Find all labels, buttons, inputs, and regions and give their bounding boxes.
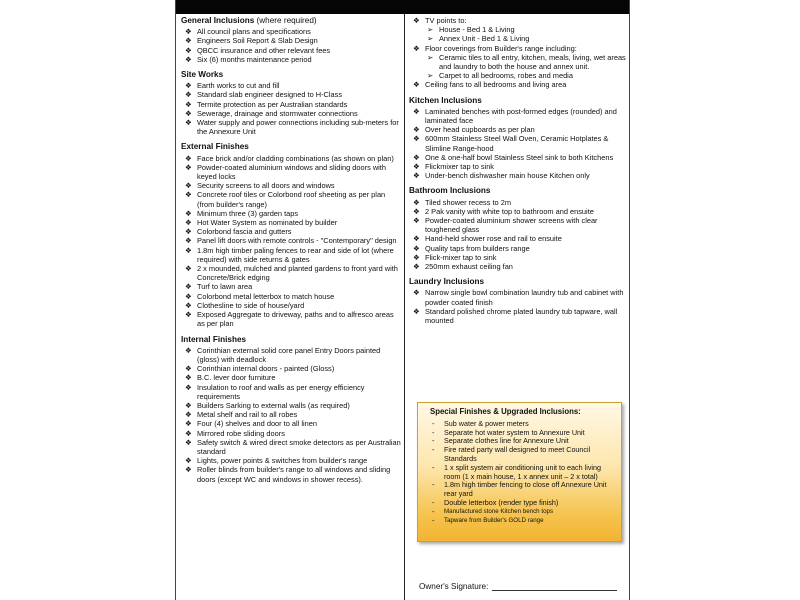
list-item-text: Powder-coated aluminium shower screens with clear toughened glass (425, 216, 598, 235)
special-finishes-title: Special Finishes & Upgraded Inclusions: (430, 407, 581, 416)
bullet-icon: ❖ (413, 252, 420, 262)
list-item (181, 118, 403, 136)
list-item-text: Colorbond fascia and gutters (197, 227, 292, 237)
section-site-works (181, 70, 403, 136)
bullet-icon: ❖ (185, 245, 192, 255)
section-title (409, 186, 627, 195)
bullet-icon: ❖ (185, 162, 192, 172)
bullet-icon: ➢ (427, 34, 434, 44)
list-item (181, 181, 403, 190)
bullet-icon: ➢ (427, 25, 434, 35)
list-item-text: QBCC insurance and other relevant fees (197, 45, 331, 55)
bullet-icon: - (432, 515, 435, 525)
list-item-text: Six (6) months maintenance period (197, 54, 312, 64)
bullet-icon: ❖ (185, 456, 192, 466)
list-item (181, 401, 403, 410)
list-item-text: Safety switch & wired direct smoke detectors as per Australian standard (197, 437, 401, 456)
list-item (181, 438, 403, 456)
list-item-text: Colorbond metal letterbox to match house (197, 291, 335, 301)
section-list (181, 346, 403, 484)
section-title-text: External Finishes (181, 142, 249, 152)
list-item-text: Annex Unit - Bed 1 & Living (439, 34, 530, 44)
section-title-text: Site Works (181, 70, 224, 80)
section-title-text: Internal Finishes (181, 334, 247, 344)
list-item-text: Tapware from Builder's GOLD range (444, 516, 544, 524)
section-title (181, 142, 403, 151)
list-item-text: House - Bed 1 & Living (439, 25, 515, 35)
list-item-text: Separate hot water system to Annexure Unit (444, 427, 585, 437)
list-item-text: Corinthian external solid core panel Entry Doors painted (gloss) with deadlock (197, 345, 381, 364)
list-item-text: Mirrored robe sliding doors (197, 428, 285, 438)
list-item (409, 207, 627, 216)
bullet-icon: ❖ (413, 216, 420, 226)
bullet-icon: ❖ (185, 410, 192, 420)
list-item-text: Quality taps from builders range (425, 243, 530, 253)
list-item-text: Roller blinds from builder's range to all windows and sliding doors (except WC and windows in shower recess). (197, 465, 391, 484)
bullet-icon: ❖ (185, 419, 192, 429)
list-item-text: Sewerage, drainage and stormwater connections (197, 108, 358, 118)
list-item (409, 288, 627, 306)
list-item-text: Panel lift doors with remote controls - "Contemporary" design (197, 236, 397, 246)
list-item-text: Hot Water System as nominated by builder (197, 218, 338, 228)
section-external-finishes (181, 142, 403, 328)
list-item-text: Flick-mixer tap to sink (425, 252, 497, 262)
list-item (409, 107, 627, 125)
list-item-text: Double letterbox (render type finish) (444, 497, 559, 507)
list-item-text: Lights, power points & switches from builder's range (197, 456, 368, 466)
tv-floor-ceiling-list (409, 16, 627, 90)
bullet-icon: ❖ (185, 81, 192, 91)
bullet-icon: ❖ (413, 206, 420, 216)
list-item (181, 55, 403, 64)
bullet-icon: ❖ (185, 218, 192, 228)
section-bathroom-inclusions (409, 186, 627, 271)
bullet-icon: ❖ (413, 134, 420, 144)
list-item (181, 410, 403, 419)
top-black-bar (176, 0, 629, 14)
section-list (181, 154, 403, 329)
bullet-icon: ➢ (427, 52, 434, 62)
list-item (409, 244, 627, 253)
bullet-icon: ❖ (185, 90, 192, 100)
bullet-icon: ❖ (413, 125, 420, 135)
bullet-icon: ❖ (413, 262, 420, 272)
section-title (181, 70, 403, 79)
bullet-icon: ❖ (185, 465, 192, 475)
list-item (181, 246, 403, 264)
list-item-text: Earth works to cut and fill (197, 81, 280, 91)
list-item-text: Standard polished chrome plated laundry tub tapware, wall mounted (425, 306, 618, 326)
list-item-text: Fire rated party wall designed to meet Council Standards (444, 445, 591, 463)
owner-signature (419, 582, 617, 591)
bullet-icon: ❖ (185, 264, 192, 274)
list-item (181, 292, 403, 301)
list-item-text: Tiled shower recess to 2m (425, 197, 511, 207)
list-item-text: One & one-half bowl Stainless Steel sink to both Kitchens (425, 152, 614, 162)
list-item (424, 464, 615, 482)
list-item-text: TV points to: (425, 16, 467, 25)
bullet-icon: ❖ (185, 54, 192, 64)
right-column (409, 16, 627, 591)
bullet-icon: ❖ (185, 364, 192, 374)
list-item (181, 100, 403, 109)
list-item (409, 216, 627, 234)
list-item-text: Floor coverings from Builder's range including: (425, 43, 577, 53)
list-item (409, 171, 627, 180)
tv-floor-ceiling-section (409, 16, 627, 90)
list-item-text: 2 Pak vanity with white top to bathroom and ensuite (425, 206, 594, 216)
list-item-text: 2 x mounded, mulched and planted gardens to front yard with Concrete/Brick edging (197, 264, 398, 283)
list-item-text: Minimum three (3) garden taps (197, 208, 299, 218)
list-item (409, 53, 627, 71)
list-item (181, 109, 403, 118)
list-item (181, 346, 403, 364)
bullet-icon: ❖ (185, 291, 192, 301)
section-title (181, 16, 403, 25)
inclusions-page (175, 0, 630, 600)
list-item-text: Ceiling fans to all bedrooms and living area (425, 80, 567, 90)
list-item-text: Termite protection as per Australian standards (197, 99, 348, 109)
list-item (181, 419, 403, 428)
bullet-icon: ❖ (413, 16, 420, 25)
list-item-text: Over head cupboards as per plan (425, 125, 535, 135)
list-item (181, 364, 403, 373)
list-item-text: Clothesline to side of house/yard (197, 300, 305, 310)
list-item (409, 307, 627, 325)
list-item-text: Insulation to roof and walls as per energy efficiency requirements (197, 382, 365, 401)
bullet-icon: - (432, 427, 435, 437)
bullet-icon: - (432, 480, 435, 490)
section-title-text: Kitchen Inclusions (409, 95, 482, 105)
section-title (409, 96, 627, 105)
list-item (181, 301, 403, 310)
list-item (181, 383, 403, 401)
bullet-icon: ❖ (413, 80, 420, 90)
list-item (409, 262, 627, 271)
bullet-icon: - (432, 497, 435, 507)
list-item (181, 456, 403, 465)
bullet-icon: ❖ (185, 118, 192, 128)
bullet-icon: ❖ (185, 382, 192, 392)
signature-line[interactable] (492, 583, 617, 591)
list-item (424, 499, 615, 508)
list-item-text: Laminated benches with post-formed edges (rounded) and laminated face (425, 106, 617, 126)
list-item (181, 36, 403, 45)
list-item-text: Separate clothes line for Annexure Unit (444, 436, 569, 446)
bullet-icon: ❖ (413, 106, 420, 116)
section-title-text: General Inclusions (181, 16, 255, 25)
list-item (409, 44, 627, 53)
list-item-text: Security screens to all doors and windows (197, 181, 335, 191)
bullet-icon: ❖ (185, 282, 192, 292)
section-title (181, 335, 403, 344)
list-item (424, 517, 615, 526)
list-item-text: B.C. lever door furniture (197, 373, 276, 383)
section-internal-finishes (181, 335, 403, 484)
list-item (409, 25, 627, 34)
bullet-icon: ❖ (185, 45, 192, 55)
list-item-text: Engineers Soil Report & Slab Design (197, 36, 318, 46)
bullet-icon: ❖ (413, 243, 420, 253)
list-item (181, 190, 403, 208)
section-laundry-inclusions (409, 277, 627, 325)
section-list (409, 288, 627, 325)
list-item (181, 46, 403, 55)
list-item (409, 80, 627, 89)
section-list (181, 81, 403, 136)
bullet-icon: ❖ (185, 108, 192, 118)
special-finishes-box (417, 402, 622, 542)
list-item-text: Metal shelf and rail to all robes (197, 410, 298, 420)
list-item (409, 134, 627, 152)
bullet-icon: - (432, 418, 435, 428)
list-item (181, 465, 403, 483)
bullet-icon: ❖ (413, 43, 420, 53)
bullet-icon: ❖ (185, 190, 192, 200)
list-item-text: Powder-coated aluminium windows and sliding doors with keyed locks (197, 162, 386, 182)
list-item (409, 198, 627, 207)
bullet-icon: ❖ (413, 306, 420, 316)
section-kitchen-inclusions (409, 96, 627, 181)
list-item (181, 310, 403, 328)
bullet-icon: ❖ (185, 208, 192, 218)
bullet-icon: ❖ (413, 197, 420, 207)
list-item-text: 1.8m high timber fencing to close off Annexure Unit rear yard (444, 480, 607, 499)
bullet-icon: ❖ (185, 99, 192, 109)
bullet-icon: ❖ (185, 437, 192, 447)
list-item-text: Narrow single bowl combination laundry tub and cabinet with powder coated finish (425, 288, 624, 307)
bullet-icon: ❖ (413, 171, 420, 181)
bullet-icon: - (432, 462, 435, 472)
list-item-text: Flickmixer tap to sink (425, 162, 494, 172)
list-item (409, 153, 627, 162)
special-finishes-list (424, 420, 615, 526)
list-item-text: Standard slab engineer designed to H-Class (197, 90, 343, 100)
list-item (181, 163, 403, 181)
list-item-text: Hand-held shower rose and rail to ensuite (425, 234, 562, 244)
bullet-icon: - (432, 506, 435, 516)
bullet-icon: ❖ (185, 27, 192, 37)
list-item-text: Turf to lawn area (197, 282, 253, 292)
list-item-text: 600mm Stainless Steel Wall Oven, Ceramic Hotplates & Slimline Range-hood (425, 134, 609, 153)
bullet-icon: ❖ (185, 310, 192, 320)
section-title-text: Laundry Inclusions (409, 277, 485, 287)
bullet-icon: ❖ (185, 300, 192, 310)
bullet-icon: ❖ (413, 152, 420, 162)
bullet-icon: ❖ (413, 288, 420, 298)
list-item-text: Builders Sarking to external walls (as required) (197, 400, 350, 410)
list-item (409, 125, 627, 134)
bullet-icon: ❖ (185, 345, 192, 355)
list-item (181, 429, 403, 438)
list-item (424, 508, 615, 517)
column-divider (404, 14, 405, 600)
section-title-note: (where required) (256, 16, 317, 25)
list-item (181, 282, 403, 291)
bullet-icon: ❖ (413, 234, 420, 244)
list-item-text: Ceramic tiles to all entry, kitchen, meals, living, wet areas and laundry to both the house and annex unit. (439, 52, 626, 72)
owner-signature-label: Owner's Signature: (419, 582, 489, 591)
bullet-icon: ❖ (185, 236, 192, 246)
list-item-text: Carpet to all bedrooms, robes and media (439, 71, 573, 81)
bullet-icon: - (432, 436, 435, 446)
list-item-text: Corinthian internal doors - painted (Gloss) (197, 364, 335, 374)
list-item (409, 16, 627, 25)
bullet-icon: ➢ (427, 71, 434, 81)
section-list (409, 107, 627, 181)
bullet-icon: ❖ (185, 400, 192, 410)
left-column (181, 16, 403, 490)
section-title (409, 277, 627, 286)
list-item (181, 154, 403, 163)
list-item-text: Manufactured stone Kitchen bench tops (444, 507, 554, 515)
bullet-icon: ❖ (185, 428, 192, 438)
bullet-icon: ❖ (185, 181, 192, 191)
list-item (409, 253, 627, 262)
list-item (409, 34, 627, 43)
bullet-icon: ❖ (185, 227, 192, 237)
list-item-text: 250mm exhaust ceiling fan (425, 262, 513, 272)
list-item-text: 1.8m high timber paling fences to rear and side of lot (where required) with side returns & gates (197, 245, 394, 264)
bullet-icon: ❖ (413, 162, 420, 172)
list-item (181, 236, 403, 245)
list-item (181, 227, 403, 236)
list-item (181, 373, 403, 382)
list-item (181, 209, 403, 218)
list-item (409, 71, 627, 80)
list-item-text: Sub water & power meters (444, 418, 529, 428)
list-item (181, 90, 403, 99)
section-title-text: Bathroom Inclusions (409, 186, 491, 196)
section-general-inclusions (181, 16, 403, 64)
list-item-text: Water supply and power connections including sub-meters for the Annexure Unit (197, 118, 399, 137)
list-item (409, 162, 627, 171)
bullet-icon: ❖ (185, 153, 192, 163)
bullet-icon: ❖ (185, 36, 192, 46)
list-item (181, 264, 403, 282)
list-item-text: Four (4) shelves and door to all linen (197, 419, 317, 429)
list-item (424, 481, 615, 499)
list-item-text: Exposed Aggregate to driveway, paths and to alfresco areas as per plan (197, 310, 394, 329)
list-item (181, 27, 403, 36)
right-sections (409, 96, 627, 326)
list-item-text: Under-bench dishwasher main house Kitchen only (425, 171, 590, 181)
list-item-text: Concrete roof tiles or Colorbond roof sheeting as per plan (from builder's range) (197, 190, 386, 209)
list-item-text: Face brick and/or cladding combinations (as shown on plan) (197, 153, 394, 163)
section-list (181, 27, 403, 64)
list-item (181, 81, 403, 90)
list-item-text: All council plans and specifications (197, 27, 311, 37)
list-item-text: 1 x split system air conditioning unit to each living room (1 x main house, 1 x annex unit – 2 x total) (444, 462, 602, 481)
list-item (409, 234, 627, 243)
section-list (409, 198, 627, 272)
bullet-icon: - (432, 445, 435, 455)
bullet-icon: ❖ (185, 373, 192, 383)
list-item (181, 218, 403, 227)
list-item (424, 446, 615, 464)
